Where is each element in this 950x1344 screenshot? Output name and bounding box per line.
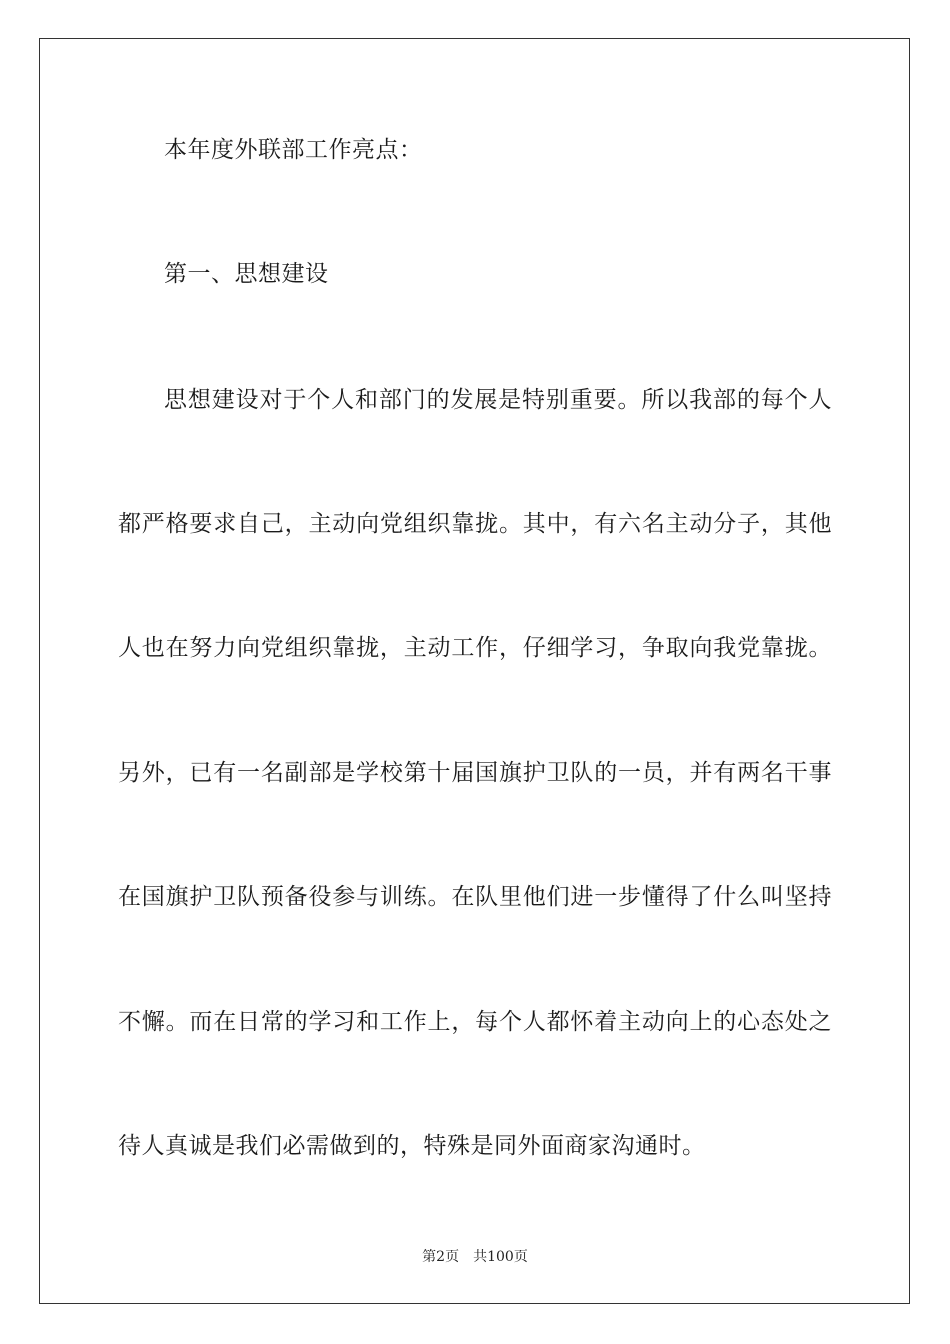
paragraph-line: 都严格要求自己，主动向党组织靠拢。其中，有六名主动分子，其他: [118, 511, 832, 537]
page-number: 第2页: [422, 1249, 460, 1265]
page-footer: [0, 1248, 950, 1266]
highlights-heading: 本年度外联部工作亮点：: [164, 137, 423, 163]
paragraph-line: 在国旗护卫队预备役参与训练。在队里他们进一步懂得了什么叫坚持: [118, 884, 832, 910]
paragraph-line: 思想建设对于个人和部门的发展是特别重要。所以我部的每个人: [164, 387, 832, 413]
paragraph-line: 待人真诚是我们必需做到的，特殊是同外面商家沟通时。: [118, 1133, 706, 1159]
paragraph-line: 不懈。而在日常的学习和工作上，每个人都怀着主动向上的心态处之: [118, 1009, 832, 1035]
page-total: 共100页: [473, 1249, 528, 1265]
paragraph-line: 人也在努力向党组织靠拢，主动工作，仔细学习，争取向我党靠拢。: [118, 635, 832, 661]
page-border: [39, 38, 910, 1304]
paragraph-line: 另外，已有一名副部是学校第十届国旗护卫队的一员，并有两名干事: [118, 760, 832, 786]
section-title: 第一、思想建设: [164, 261, 329, 287]
